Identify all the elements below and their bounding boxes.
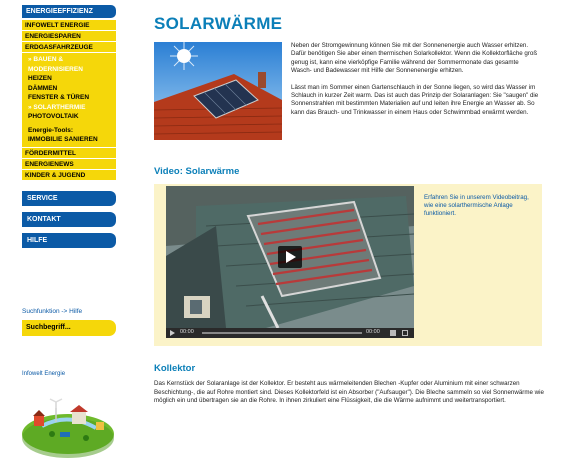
nav-item-service[interactable]: SERVICE — [22, 191, 116, 206]
kollektor-heading: Kollektor — [154, 363, 196, 374]
play-icon[interactable] — [170, 330, 175, 336]
video-description: Erfahren Sie in unserem Videobeitrag, wie eine solarthermische Anlage funktioniert. — [424, 194, 529, 218]
infowelt-energie-illustration[interactable] — [12, 382, 124, 460]
nav-yellow-group-2 — [22, 148, 116, 181]
nav-item-hilfe[interactable]: HILFE — [22, 233, 116, 248]
search-input[interactable]: Suchbegriff... — [22, 320, 116, 336]
volume-icon[interactable] — [390, 330, 396, 336]
video-time-current: 00:00 — [180, 329, 194, 335]
nav-sub-solarthermie[interactable]: » SOLARTHERMIE — [28, 103, 86, 111]
intro-paragraph-1: Neben der Stromgewinnung können Sie mit der Sonnenenergie auch Wasser erhitzen. Dafür benötigen Sie aber einen thermischen Solarkollektor. Wenn die Kollektorfläche groß genug ist, kann eine vierköpfige Familie während der Sommermonate das gesamte Wasch- und Badewasser mit Hilfe der Sonnenenergie erhitzen. — [291, 42, 538, 75]
nav-header-energieeffizienz[interactable]: ENERGIEEFFIZIENZ — [22, 5, 116, 18]
page-title: SOLARWÄRME — [154, 14, 283, 33]
nav-tools-label: Energie-Tools: — [28, 126, 74, 134]
fullscreen-icon[interactable] — [402, 330, 408, 336]
sidebar-nav — [22, 5, 116, 248]
nav-item-energienews[interactable]: ENERGIENEWS — [22, 159, 116, 170]
search-help-link[interactable]: Suchfunktion -> Hilfe — [22, 308, 83, 315]
nav-submenu — [22, 53, 116, 148]
nav-item-infowelt-energie[interactable]: INFOWELT ENERGIE — [22, 20, 116, 31]
video-heading: Video: Solarwärme — [154, 166, 240, 177]
nav-item-kontakt[interactable]: KONTAKT — [22, 212, 116, 227]
nav-sub-fenster-tueren[interactable]: FENSTER & TÜREN — [28, 94, 90, 101]
nav-item-foerdermittel[interactable]: FÖRDERMITTEL — [22, 148, 116, 159]
video-progress-bar[interactable] — [202, 332, 362, 334]
intro-text — [291, 42, 541, 125]
nav-sub-heizen[interactable]: HEIZEN — [28, 75, 52, 82]
video-controls — [166, 328, 414, 338]
intro-paragraph-2: Lässt man im Sommer einen Gartenschlauch in der Sonne liegen, so wird das Wasser im Schlauch in kurzer Zeit warm. Das ist auch das Prinzip der Solaranlagen: Sie "saugen" die Sonnenstrahlen mit bestimmten Materialien auf und leiten ihre Energie an Wasser ab. So kann das Brauch- und Trinkwasser in einem Haus oder Schwimmbad erwärmt werden. — [291, 83, 539, 116]
nav-sub-daemmen[interactable]: DÄMMEN — [28, 84, 58, 92]
nav-item-erdgasfahrzeuge[interactable]: ERDGASFAHRZEUGE — [22, 42, 116, 53]
video-time-total: 00:00 — [366, 329, 380, 335]
video-player[interactable] — [166, 186, 414, 338]
nav-sub-immobilie-sanieren[interactable]: IMMOBILIE SANIEREN — [28, 136, 98, 143]
nav-item-energiesparen[interactable]: ENERGIESPAREN — [22, 31, 116, 42]
infowelt-energie-link[interactable]: Infowelt Energie — [22, 371, 66, 377]
hero-image-solar-roof — [154, 42, 282, 140]
video-thumbnail — [166, 186, 414, 328]
nav-sub-photovoltaik[interactable]: PHOTOVOLTAIK — [28, 113, 79, 120]
nav-item-kinder-jugend[interactable]: KINDER & JUGEND — [22, 170, 116, 181]
kollektor-text: Das Kernstück der Solaranlage ist der Kollektor. Er besteht aus wärmeleitenden Blechen -Kupfer oder Aluminium mit einer schwarzen Beschichtung-, die auf Rohre montiert sind. Dieses Kollektorfeld ist ein Absorber ("Aufsauger"). Die Bleche sammeln so viel Sonnenwärme wie möglich ein und übertragen sie an die Rohre. In ihnen zirkuliert eine Flüssigkeit, die die Wärme aufnimmt und weitertransportiert. — [154, 380, 544, 405]
nav-sub-bauen-modernisieren[interactable]: » BAUEN & MODERNISIEREN — [28, 56, 83, 73]
video-section — [154, 184, 542, 346]
nav-yellow-group — [22, 20, 116, 53]
